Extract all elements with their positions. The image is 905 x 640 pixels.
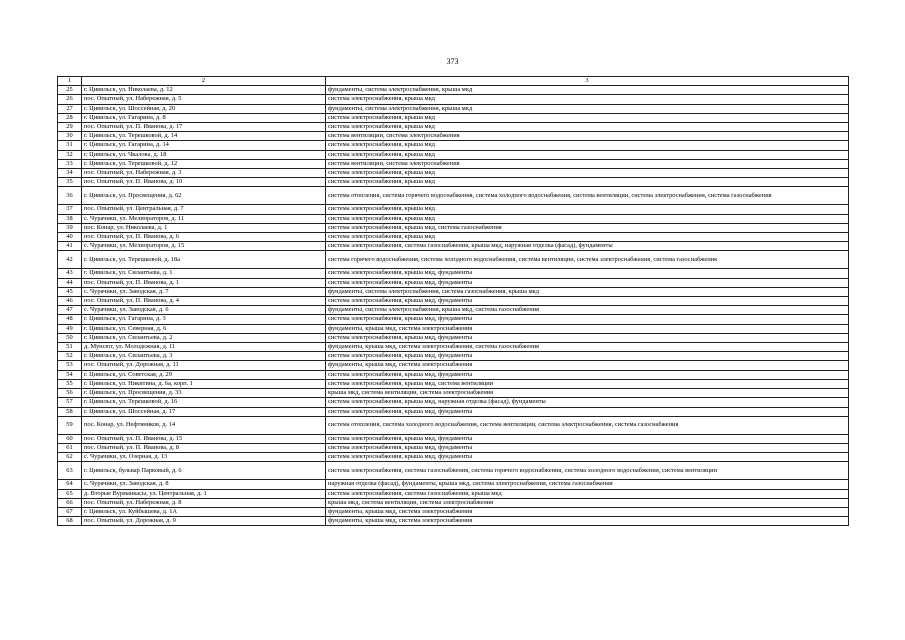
table-row [58, 443, 849, 452]
row-works: система электроснабжения, крыша мкд, фундаменты [326, 434, 849, 443]
table-row [58, 389, 849, 398]
row-number: 52 [58, 352, 82, 361]
table-row [58, 352, 849, 361]
row-address: пос. Опытный, ул. П. Иванова, д. 4 [82, 297, 326, 306]
table-row [58, 507, 849, 516]
row-number: 40 [58, 233, 82, 242]
table-row [58, 86, 849, 95]
row-address: д. Мунсют, ул. Молодежная, д. 11 [82, 343, 326, 352]
table-row [58, 104, 849, 113]
row-address: пос. Опытный, ул. Набережная, д. 3 [82, 169, 326, 178]
table-row [58, 370, 849, 379]
table-row [58, 242, 849, 251]
row-works: система электроснабжения, крыша мкд [326, 169, 849, 178]
table-row [58, 205, 849, 214]
row-works: система электроснабжения, крыша мкд [326, 205, 849, 214]
table-row [58, 214, 849, 223]
row-works: фундаменты, система электроснабжения, крыша мкд, система газоснабжения [326, 306, 849, 315]
row-address: пос. Конар, ул. Нефтяников, д. 14 [82, 416, 326, 434]
row-number: 47 [58, 306, 82, 315]
table-row [58, 150, 849, 159]
row-address: г. Цивильск, ул. Терешковой, д. 16 [82, 398, 326, 407]
row-works: система электроснабжения, крыша мкд [326, 150, 849, 159]
row-works: система электроснабжения, крыша мкд, фундаменты [326, 269, 849, 278]
row-works: система электроснабжения, система газоснабжения, система горячего водоснабжения, система холодного водоснабжения, система вентиляции [326, 462, 849, 480]
table-row [58, 95, 849, 104]
row-number: 27 [58, 104, 82, 113]
row-address: г. Цивильск, ул. Гагарина, д. 14 [82, 141, 326, 150]
table-row [58, 462, 849, 480]
row-number: 54 [58, 370, 82, 379]
row-number: 48 [58, 315, 82, 324]
table-row [58, 517, 849, 526]
table-row [58, 269, 849, 278]
row-number: 26 [58, 95, 82, 104]
row-address: г. Цивильск, ул. Терешковой, д. 18а [82, 251, 326, 269]
table-row [58, 187, 849, 205]
row-works: фундаменты, крыша мкд, система электроснабжения [326, 507, 849, 516]
row-number: 55 [58, 379, 82, 388]
row-address: пос. Опытный, ул. П. Иванова, д. 1 [82, 278, 326, 287]
row-address: г. Цивильск, ул. Просвещения, д. 62 [82, 187, 326, 205]
row-address: пос. Опытный, ул. П. Иванова, д. 6 [82, 233, 326, 242]
row-works: фундаменты, система электроснабжения, крыша мкд [326, 86, 849, 95]
row-works: крыша мкд, система вентиляции, система электроснабжения [326, 389, 849, 398]
table-row [58, 251, 849, 269]
row-address: пос. Опытный, ул. Набережная, д. 8 [82, 498, 326, 507]
row-works: система электроснабжения, система газоснабжения, крыша мкд [326, 489, 849, 498]
table-row [58, 324, 849, 333]
row-number: 35 [58, 178, 82, 187]
table-row [58, 287, 849, 296]
row-works: система электроснабжения, крыша мкд [326, 95, 849, 104]
table-row [58, 315, 849, 324]
table-row [58, 178, 849, 187]
row-works: система электроснабжения, крыша мкд, фундаменты [326, 352, 849, 361]
row-works: фундаменты, система электроснабжения, крыша мкд [326, 104, 849, 113]
table-row [58, 278, 849, 287]
row-number: 28 [58, 113, 82, 122]
row-address: с. Чурачики, ул. Заводская, д. 6 [82, 306, 326, 315]
row-works: фундаменты, крыша мкд, система электроснабжения [326, 517, 849, 526]
row-address: пос. Опытный, ул. П. Иванова, д. 17 [82, 123, 326, 132]
column-number-row [58, 77, 849, 86]
row-number: 49 [58, 324, 82, 333]
table-row [58, 159, 849, 168]
row-number: 29 [58, 123, 82, 132]
row-address: г. Цивильск, ул. Шоссейная, д. 20 [82, 104, 326, 113]
row-works: система электроснабжения, крыша мкд, система вентиляции [326, 379, 849, 388]
row-works: система электроснабжения, крыша мкд [326, 214, 849, 223]
row-number: 32 [58, 150, 82, 159]
row-address: пос. Опытный, ул. Центральная, д. 7 [82, 205, 326, 214]
row-address: г. Цивильск, ул. Терешковой, д. 12 [82, 159, 326, 168]
row-address: пос. Конар, ул. Николаева, д. 1 [82, 223, 326, 232]
table-row [58, 379, 849, 388]
row-address: пос. Опытный, ул. Набережная, д. 5 [82, 95, 326, 104]
row-address: с. Чурачики, ул. Мелиораторов, д. 11 [82, 214, 326, 223]
row-number: 45 [58, 287, 82, 296]
row-works: система электроснабжения, крыша мкд, наружная отделка (фасад), фундаменты [326, 398, 849, 407]
row-works: система электроснабжения, крыша мкд [326, 141, 849, 150]
row-works: фундаменты, крыша мкд, система электроснабжения [326, 324, 849, 333]
table-row [58, 233, 849, 242]
row-works: система электроснабжения, крыша мкд, фундаменты [326, 443, 849, 452]
table-row [58, 141, 849, 150]
row-number: 51 [58, 343, 82, 352]
row-address: пос. Опытный, ул. П. Иванова, д. 10 [82, 178, 326, 187]
row-number: 68 [58, 517, 82, 526]
row-works: система горячего водоснабжения, система холодного водоснабжения, система вентиляции, система электроснабжения, система газоснабжения [326, 251, 849, 269]
register-table-body [58, 77, 849, 526]
row-number: 38 [58, 214, 82, 223]
row-number: 36 [58, 187, 82, 205]
row-works: наружная отделка (фасад), фундаменты, крыша мкд, система электроснабжения, система газоснабжения [326, 480, 849, 489]
row-address: г. Цивильск, ул. Куйбышева, д. 1А [82, 507, 326, 516]
row-works: система отопления, система горячего водоснабжения, система холодного водоснабжения, система вентиляции, система электроснабжения, система газоснабжения [326, 187, 849, 205]
row-works: система вентиляции, система электроснабжения [326, 132, 849, 141]
row-address: пос. Опытный, ул. Дорожная, д. 9 [82, 517, 326, 526]
row-number: 63 [58, 462, 82, 480]
row-works: система электроснабжения, крыша мкд, фундаменты [326, 315, 849, 324]
row-number: 41 [58, 242, 82, 251]
row-address: г. Цивильск, ул. Чкалова, д. 18 [82, 150, 326, 159]
row-address: с. Чурачики, ул. Озерная, д. 13 [82, 453, 326, 462]
register-table [57, 76, 849, 526]
table-row [58, 223, 849, 232]
table-row [58, 498, 849, 507]
row-number: 25 [58, 86, 82, 95]
row-number: 59 [58, 416, 82, 434]
row-address: г. Цивильск, ул. Советская, д. 29 [82, 370, 326, 379]
row-works: система электроснабжения, крыша мкд, система газоснабжения [326, 223, 849, 232]
row-address: г. Цивильск, ул. Николаева, д. 12 [82, 86, 326, 95]
row-address: с. Чурачики, ул. Мелиораторов, д. 15 [82, 242, 326, 251]
row-works: фундаменты, крыша мкд, система электроснабжения [326, 361, 849, 370]
row-works: фундаменты, система электроснабжения, система газоснабжения, крыша мкд [326, 287, 849, 296]
row-works: система электроснабжения, крыша мкд [326, 123, 849, 132]
row-number: 60 [58, 434, 82, 443]
row-number: 62 [58, 453, 82, 462]
row-works: система электроснабжения, крыша мкд, фундаменты [326, 333, 849, 342]
table-row [58, 407, 849, 416]
column-number-1: 1 [58, 77, 82, 86]
row-number: 46 [58, 297, 82, 306]
row-number: 53 [58, 361, 82, 370]
row-number: 33 [58, 159, 82, 168]
table-row [58, 297, 849, 306]
table-row [58, 398, 849, 407]
column-number-3: 3 [326, 77, 849, 86]
row-works: система электроснабжения, система газоснабжения, крыша мкд, наружная отделка (фасад), фундаменты [326, 242, 849, 251]
row-number: 30 [58, 132, 82, 141]
row-address: г. Цивильск, ул. Северная, д. 6 [82, 324, 326, 333]
row-number: 65 [58, 489, 82, 498]
table-row [58, 489, 849, 498]
row-works: система вентиляции, система электроснабжения [326, 159, 849, 168]
row-works: система электроснабжения, крыша мкд, фундаменты [326, 297, 849, 306]
row-number: 56 [58, 389, 82, 398]
row-works: система электроснабжения, крыша мкд, фундаменты [326, 278, 849, 287]
row-address: д. Вторые Вурманкасы, ул. Центральная, д. 1 [82, 489, 326, 498]
table-row [58, 453, 849, 462]
row-number: 58 [58, 407, 82, 416]
row-address: г. Цивильск, ул. Гагарина, д. 3 [82, 315, 326, 324]
row-address: г. Цивильск, ул. Силантьева, д. 2 [82, 333, 326, 342]
table-row [58, 343, 849, 352]
row-address: г. Цивильск, бульвар Парковый, д. 6 [82, 462, 326, 480]
row-number: 43 [58, 269, 82, 278]
row-number: 42 [58, 251, 82, 269]
table-row [58, 123, 849, 132]
row-number: 67 [58, 507, 82, 516]
row-address: пос. Опытный, ул. П. Иванова, д. 8 [82, 443, 326, 452]
row-address: г. Цивильск, ул. Просвещения, д. 33 [82, 389, 326, 398]
row-works: система электроснабжения, крыша мкд, фундаменты [326, 370, 849, 379]
row-address: г. Цивильск, ул. Терешковой, д. 14 [82, 132, 326, 141]
row-address: г. Цивильск, ул. Гагарина, д. 8 [82, 113, 326, 122]
row-address: г. Цивильск, ул. Силантьева, д. 3 [82, 352, 326, 361]
row-works: фундаменты, крыша мкд, система электроснабжения, система газоснабжения [326, 343, 849, 352]
row-address: г. Цивильск, ул. Никитина, д. 6а, корп. 1 [82, 379, 326, 388]
table-row [58, 169, 849, 178]
table-row [58, 361, 849, 370]
row-number: 37 [58, 205, 82, 214]
row-number: 57 [58, 398, 82, 407]
row-address: пос. Опытный, ул. П. Иванова, д. 15 [82, 434, 326, 443]
table-row [58, 113, 849, 122]
table-row [58, 434, 849, 443]
row-works: система электроснабжения, крыша мкд, фундаменты [326, 453, 849, 462]
table-row [58, 306, 849, 315]
row-works: система электроснабжения, крыша мкд [326, 178, 849, 187]
row-address: с. Чурачики, ул. Заводская, д. 7 [82, 287, 326, 296]
row-works: система электроснабжения, крыша мкд [326, 233, 849, 242]
row-number: 64 [58, 480, 82, 489]
row-address: г. Цивильск, ул. Шоссейная, д. 17 [82, 407, 326, 416]
table-row [58, 333, 849, 342]
row-number: 61 [58, 443, 82, 452]
row-number: 34 [58, 169, 82, 178]
row-works: крыша мкд, система вентиляции, система электроснабжения [326, 498, 849, 507]
table-row [58, 132, 849, 141]
column-number-2: 2 [82, 77, 326, 86]
table-row [58, 480, 849, 489]
row-number: 44 [58, 278, 82, 287]
row-number: 31 [58, 141, 82, 150]
row-works: система электроснабжения, крыша мкд, фундаменты [326, 407, 849, 416]
row-works: система электроснабжения, крыша мкд [326, 113, 849, 122]
row-number: 39 [58, 223, 82, 232]
row-address: с. Чурачики, ул. Заводская, д. 8 [82, 480, 326, 489]
page-number: 373 [446, 57, 459, 66]
row-address: пос. Опытный, ул. Дорожная, д. 11 [82, 361, 326, 370]
row-number: 66 [58, 498, 82, 507]
row-number: 50 [58, 333, 82, 342]
row-address: г. Цивильск, ул. Силантьева, д. 1 [82, 269, 326, 278]
row-works: система отопления, система холодного водоснабжения, система вентиляции, система электроснабжения, система газоснабжения [326, 416, 849, 434]
table-row [58, 416, 849, 434]
